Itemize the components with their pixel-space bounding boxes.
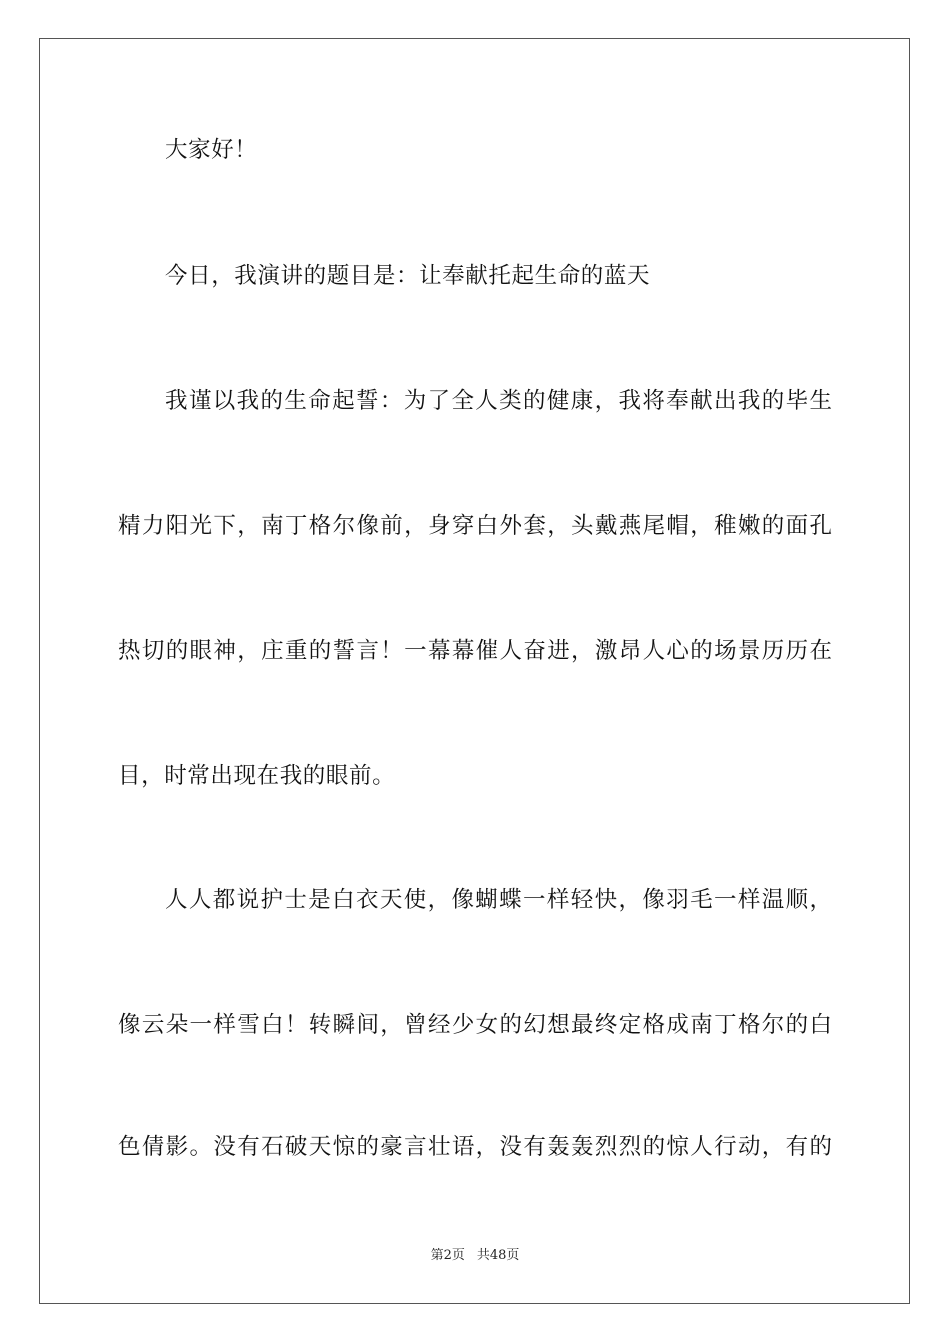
text-line-greeting: 大家好！: [165, 137, 258, 163]
text-line: 目，时常出现在我的眼前。: [118, 763, 396, 789]
text-line: 像云朵一样雪白！转瞬间，曾经少女的幻想最终定格成南丁格尔的白: [118, 1012, 832, 1038]
page-footer: [0, 1247, 950, 1265]
text-line: 人人都说护士是白衣天使，像蝴蝶一样轻快，像羽毛一样温顺，: [165, 887, 832, 913]
text-line-topic: 今日，我演讲的题目是：让奉献托起生命的蓝天: [165, 263, 651, 289]
text-line: 色倩影。没有石破天惊的豪言壮语，没有轰轰烈烈的惊人行动，有的: [118, 1134, 832, 1160]
page-frame: [39, 38, 910, 1304]
page-total: 共48页: [476, 1248, 520, 1263]
text-line: 热切的眼神，庄重的誓言！一幕幕催人奋进，激昂人心的场景历历在: [118, 638, 832, 664]
text-line-oath: 我谨以我的生命起誓：为了全人类的健康，我将奉献出我的毕生: [165, 388, 832, 414]
page-number: 第2页: [430, 1248, 465, 1263]
text-line: 精力阳光下，南丁格尔像前，身穿白外套，头戴燕尾帽，稚嫩的面孔: [118, 513, 832, 539]
